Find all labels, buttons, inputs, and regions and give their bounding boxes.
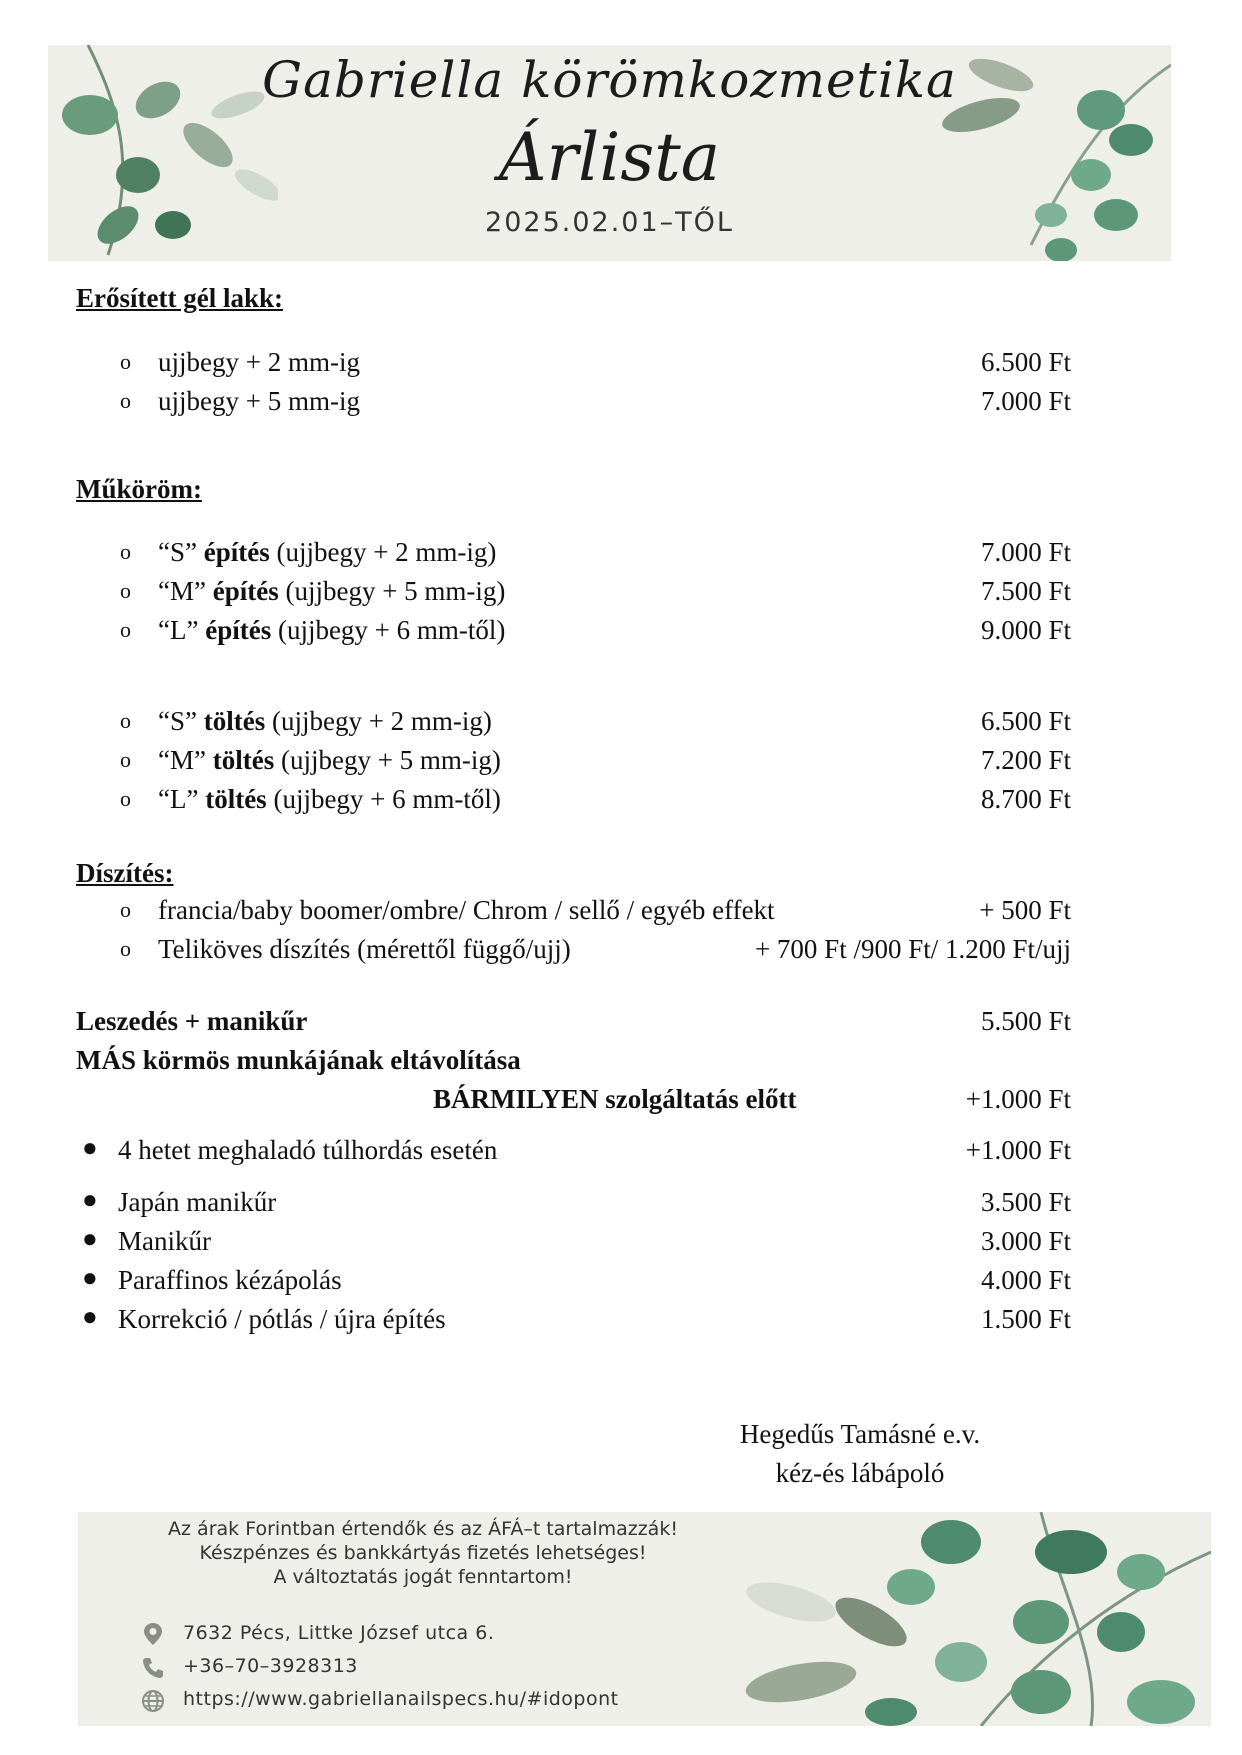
footer-note: Az árak Forintban értendők és az ÁFÁ–t tartalmazzák! (168, 1518, 678, 1540)
valid-from-date: 2025.02.01–TŐL (485, 207, 734, 238)
section-title-acrylic: Műköröm: (76, 474, 202, 504)
phone-icon (140, 1655, 166, 1681)
address-text: 7632 Pécs, Littke József utca 6. (183, 1622, 495, 1644)
leaf-decoration-footer (741, 1512, 1211, 1726)
header-banner (48, 45, 1171, 261)
business-name: Gabriella körömkozmetika (262, 51, 957, 109)
section-title-gel: Erősített gél lakk: (76, 283, 283, 313)
price-row: o “M” töltés (ujjbegy + 5 mm-ig) 7.200 Ft (120, 745, 1071, 775)
footer-note: Készpénzes és bankkártyás fizetés lehetséges! (199, 1542, 647, 1564)
price-row: o “S” építés (ujjbegy + 2 mm-ig) 7.000 Ft (120, 537, 1071, 567)
footer-banner (78, 1512, 1211, 1726)
price-row: o “M” építés (ujjbegy + 5 mm-ig) 7.500 Ft (120, 576, 1071, 606)
owner-name: Hegedűs Tamásné e.v. (739, 1419, 981, 1449)
price-row: o ujjbegy + 5 mm-ig 7.000 Ft (120, 386, 1071, 416)
price-row: o francia/baby boomer/ombre/ Chrom / sellő / egyéb effekt + 500 Ft (120, 895, 1071, 925)
owner-role: kéz-és lábápoló (775, 1458, 945, 1488)
globe-icon (140, 1688, 166, 1714)
website-link[interactable]: https://www.gabriellanailspecs.hu/#idopont (183, 1688, 619, 1710)
price-row: o “L” építés (ujjbegy + 6 mm-től) 9.000 Ft (120, 615, 1071, 645)
location-pin-icon (140, 1621, 166, 1647)
price-row: o “L” töltés (ujjbegy + 6 mm-től) 8.700 Ft (120, 784, 1071, 814)
price-row: ● Korrekció / pótlás / újra építés 1.500 Ft (82, 1302, 1071, 1334)
price-row: ● Paraffinos kézápolás 4.000 Ft (82, 1263, 1071, 1295)
price-row: o Teliköves díszítés (mérettől függő/ujj) + 700 Ft /900 Ft/ 1.200 Ft/ujj (120, 934, 1071, 964)
price-row: ● Manikűr 3.000 Ft (82, 1224, 1071, 1256)
price-row: ● 4 hetet meghaladó túlhordás esetén +1.000 Ft (82, 1133, 1071, 1165)
price-row: o “S” töltés (ujjbegy + 2 mm-ig) 6.500 Ft (120, 706, 1071, 736)
page-title: Árlista (498, 119, 721, 196)
phone-number[interactable]: +36–70–3928313 (183, 1655, 358, 1677)
footer-note: A változtatás jogát fenntartom! (273, 1566, 573, 1588)
price-row-other-removal: BÁRMILYEN szolgáltatás előtt +1.000 Ft (433, 1084, 1071, 1114)
price-row-removal: Leszedés + manikűr 5.500 Ft (76, 1006, 1071, 1036)
price-row: o ujjbegy + 2 mm-ig 6.500 Ft (120, 347, 1071, 377)
price-row: ● Japán manikűr 3.500 Ft (82, 1185, 1071, 1217)
section-title-decoration: Díszítés: (76, 858, 174, 888)
other-removal-line1: MÁS körmös munkájának eltávolítása (76, 1045, 521, 1075)
